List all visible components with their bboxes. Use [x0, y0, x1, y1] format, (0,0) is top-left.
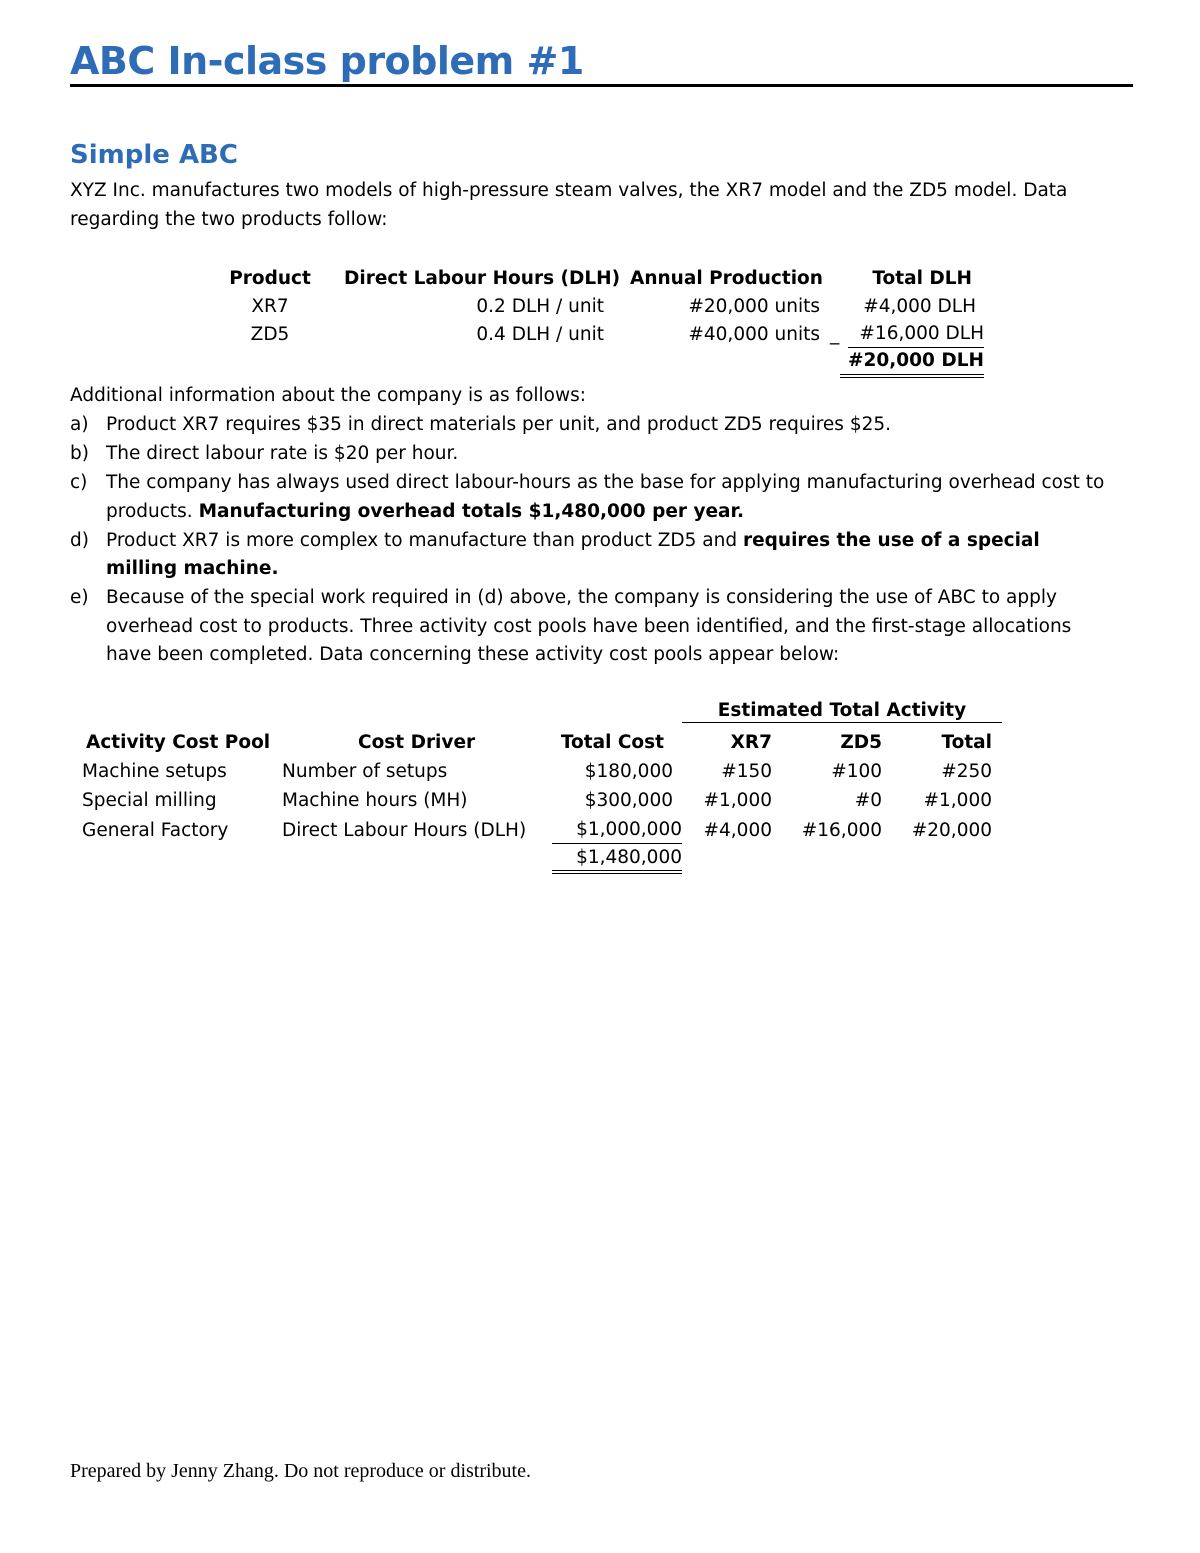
table-row-driver: Direct Labour Hours (DLH) — [282, 820, 527, 841]
dlh-header: Direct Labour Hours (DLH) — [344, 268, 621, 289]
table-row-zd5: #0 — [854, 790, 882, 811]
table-row-pool: General Factory — [82, 820, 229, 841]
item-text-line-2: overhead cost to products. Three activity cost pools have been identified, and the first-stage allocations — [106, 616, 1072, 637]
table-row-annual: #20,000 units — [688, 296, 820, 317]
row-dash: _ — [830, 324, 840, 345]
item-label: a) — [70, 414, 89, 435]
annual-production-header: Annual Production — [630, 268, 823, 289]
table-row-pool: Machine setups — [82, 761, 227, 782]
table-row-total: #16,000 DLH — [848, 320, 984, 348]
table-row-annual: #40,000 units — [688, 324, 820, 345]
activity-cost-pool-header: Activity Cost Pool — [86, 732, 271, 753]
grand-total-dlh: #20,000 DLH — [840, 348, 984, 378]
additional-info-intro: Additional information about the company is as follows: — [70, 385, 586, 406]
xr7-header: XR7 — [730, 732, 772, 753]
item-label: b) — [70, 443, 89, 464]
footer-note: Prepared by Jenny Zhang. Do not reproduce or distribute. — [70, 1460, 531, 1482]
total-dlh-header: Total DLH — [872, 268, 972, 289]
cost-driver-header: Cost Driver — [358, 732, 476, 753]
table-row-pool: Special milling — [82, 790, 217, 811]
table-row-total: #250 — [941, 761, 992, 782]
table-row-cost: $300,000 — [584, 790, 673, 811]
item-text-bold: requires the use of a special — [742, 530, 1040, 551]
section-title: Simple ABC — [70, 140, 238, 170]
item-label: c) — [70, 472, 88, 493]
table-row-cost: $180,000 — [584, 761, 673, 782]
item-text-line-2 — [106, 497, 744, 526]
table-row-zd5: #16,000 — [801, 820, 882, 841]
item-text-line-3: have been completed. Data concerning these activity cost pools appear below: — [106, 644, 840, 665]
item-label: e) — [70, 587, 89, 608]
intro-line-2: regarding the two products follow: — [70, 209, 388, 230]
table-row-zd5: #100 — [831, 761, 882, 782]
page-title: ABC In-class problem #1 — [70, 38, 1133, 87]
zd5-header: ZD5 — [840, 732, 882, 753]
estimated-total-activity-header: Estimated Total Activity — [682, 700, 1002, 723]
table-row-total: #20,000 — [911, 820, 992, 841]
table-row-dlh: 0.4 DLH / unit — [476, 324, 604, 345]
table-row-dlh: 0.2 DLH / unit — [476, 296, 604, 317]
item-text-plain: products. — [106, 501, 199, 522]
intro-line-1: XYZ Inc. manufactures two models of high-pressure steam valves, the XR7 model and the ZD5 model. Data — [70, 180, 1068, 201]
item-text-line-2: milling machine. — [106, 558, 279, 579]
item-text-line-1: Because of the special work required in (d) above, the company is considering the use of ABC to apply — [106, 587, 1057, 608]
table-row-total: #4,000 DLH — [863, 296, 976, 317]
item-text-plain: Product XR7 is more complex to manufacture than product ZD5 and — [106, 530, 743, 551]
product-header: Product — [229, 268, 311, 289]
item-text: The direct labour rate is $20 per hour. — [106, 443, 459, 464]
table-row-driver: Number of setups — [282, 761, 448, 782]
item-label: d) — [70, 530, 89, 551]
table-row-total: #1,000 — [923, 790, 992, 811]
table-row-product: ZD5 — [250, 324, 290, 345]
item-text: The company has always used direct labour-hours as the base for applying manufacturing overhead cost to — [106, 472, 1105, 493]
item-text-line-1 — [106, 526, 1040, 555]
total-cost-sum: $1,480,000 — [552, 845, 682, 874]
table-row-xr7: #1,000 — [703, 790, 772, 811]
item-text: Product XR7 requires $35 in direct materials per unit, and product ZD5 requires $25. — [106, 414, 892, 435]
table-row-product: XR7 — [251, 296, 289, 317]
table-row-xr7: #4,000 — [703, 820, 772, 841]
total-header: Total — [941, 732, 992, 753]
total-cost-header: Total Cost — [560, 732, 664, 753]
table-row-driver: Machine hours (MH) — [282, 790, 468, 811]
table-row-xr7: #150 — [721, 761, 772, 782]
table-row-cost: $1,000,000 — [552, 816, 682, 844]
item-text-bold: Manufacturing overhead totals $1,480,000 per year. — [198, 501, 745, 522]
